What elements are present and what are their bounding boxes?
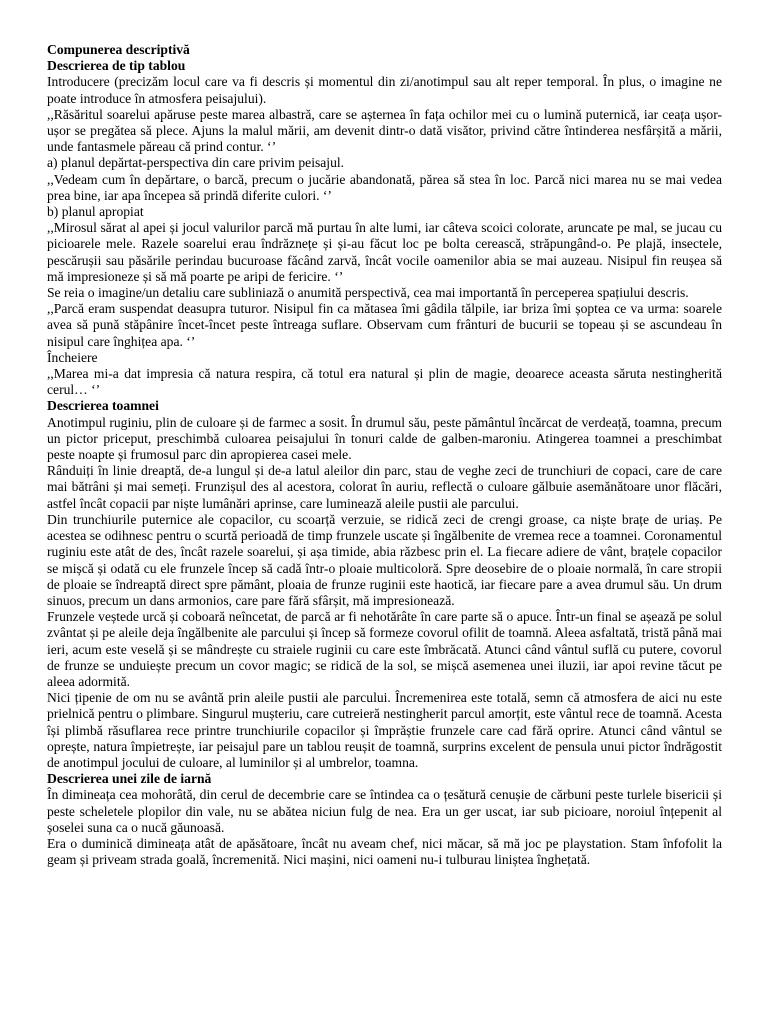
paragraph: ,,Parcă eram suspendat deasupra tuturor. Nisipul fin ca mătasea îmi gâdila tălpile, iar briza îmi șoptea ce va urma: soarele avea să pună stăpânire încet-încet peste întreaga suflare. Observam cum frânturi de bucurii se topeau și se ascundeau în nisipul care înghițea apa. ‘’ — [47, 301, 722, 349]
paragraph: ,,Marea mi-a dat impresia că natura respira, că totul era natural și plin de magie, deoarece aceasta săruta nestingherită cerul… ‘’ — [47, 366, 722, 398]
paragraph: Se reia o imagine/un detaliu care subliniază o anumită perspectivă, cea mai importantă în perceperea spațiului descris. — [47, 285, 689, 301]
paragraph: ,,Răsăritul soarelui apăruse peste marea albastră, care se așternea în fața ochilor mei cu o lumină puternică, iar ceața ușor-ușor se pregătea să plece. Ajuns la malul mării, am devenit dintr-o dată visător, privind către întinderea nesfârșită a mării, unde fantasmele păreau că prind contur. ‘’ — [47, 106, 722, 155]
paragraph: Nici țipenie de om nu se avântă prin aleile pustii ale parcului. Încremenirea este totală, semn că atmosfera de aici nu este prielnică pentru o plimbare. Singurul mușteriu, care cutreieră nestingherit parcul amorțit, este vântul rece de toamnă. Acesta își plimbă răsuflarea rece printre trunchiurile copacilor și împrăștie frunzele care cad fără oprire. Atunci când vântul se oprește, natura împietrește, iar peisajul pare un tablou reușit de toamnă, surprins excelent de pensula unui pictor îndrăgostit de anotimpul jocului de culoare, al luminilor și al umbrelor, toamna. — [47, 690, 722, 770]
paragraph: În dimineața cea mohorâtă, din cerul de decembrie care se întindea ca o țesătură cenușie de cărbuni peste turlele bisericii și peste scheletele plopilor din vale, nu se abătea niciun fulg de nea. Era un ger uscat, iar sub picioare, noroiul înțepenit al șoselei suna ca o nucă găunoasă. — [47, 787, 722, 835]
paragraph: Rânduiți în linie dreaptă, de-a lungul și de-a latul aleilor din parc, stau de veghe zeci de trunchiuri de copaci, care de care mai bătrâni și mai semeți. Frunzișul des al acestora, colorat în auriu, reflectă o culoare gălbuie asemănătoare unor flăcări, astfel încât copacii par niște lumânări aprinse, care luminează aleile pustii ale parcului. — [47, 463, 722, 511]
paragraph: Încheiere — [47, 349, 98, 365]
section-heading-tablou: Descrierea de tip tablou — [47, 58, 186, 74]
section-heading-toamna: Descrierea toamnei — [47, 398, 159, 414]
paragraph: Introducere (precizăm locul care va fi descris și momentul din zi/anotimpul sau alt reper temporal. În plus, o imagine ne poate introduce în atmosfera peisajului). — [47, 74, 722, 106]
paragraph: ,,Vedeam cum în depărtare, o barcă, precum o jucărie abandonată, părea să stea în loc. Parcă nici marea nu se mai vedea prea bine, iar apa începea să prindă diferite culori. ‘’ — [47, 171, 722, 203]
document-title: Compunerea descriptivă — [47, 42, 190, 57]
paragraph: Anotimpul ruginiu, plin de culoare și de farmec a sosit. În drumul său, peste pământul încărcat de verdeață, toamna, precum un pictor priceput, preschimbă culoarea peisajului în tonuri calde de galben-maroniu. Atingerea toamnei a preschimbat peste noapte și frumosul parc din apropierea casei mele. — [47, 414, 722, 463]
paragraph: ,,Mirosul sărat al apei și jocul valurilor parcă mă purtau în alte lumi, iar câteva scoici colorate, aruncate pe mal, se jucau cu picioarele mele. Razele soarelui erau îndrăznețe și și-au făcut loc pe bolta cerească, străpungând-o. Pe plajă, insectele, pescărușii sau păsările perindau bucuroase făcând zarvă, încât vocile oamenilor abia se mai auzeau. Nisipul fin reușea să mă impresioneze și să mă poarte pe aripi de fericire. ‘’ — [47, 220, 722, 284]
paragraph: b) planul apropiat — [47, 204, 144, 220]
paragraph: a) planul depărtat-perspectiva din care privim peisajul. — [47, 155, 345, 171]
paragraph: Frunzele veștede urcă și coboară neîncetat, de parcă ar fi nehotărâte în care parte să o apuce. Într-un final se așează pe solul zvântat și pe aleile deja îngălbenite ale parcului și încep să formeze covorul ofilit de toamnă. Aleea asfaltată, tristă până mai ieri, acum este veselă și se mândrește cu straiele ruginii cu care este îmbrăcată. Atunci când vântul suflă cu putere, covorul de frunze se unduiește precum un covor magic; se ridică de la sol, se mișcă asemenea unei iluzii, iar apoi revine tăcut pe aleea adormită. — [47, 609, 722, 689]
paragraph: Era o duminică dimineața atât de apăsătoare, încât nu aveam chef, nici măcar, să mă joc pe playstation. Stam înfofolit la geam și priveam strada goală, încremenită. Nici mașini, nici oameni nu-i tulburau liniștea înghețată. — [47, 835, 722, 868]
paragraph: Din trunchiurile puternice ale copacilor, cu scoarță verzuie, se ridică zeci de crengi groase, ca niște brațe de uriaș. Pe acestea se odihnesc pentru o scurtă perioadă de timp frunzele uscate și îngălbenite de vremea rece a toamnei. Coronamentul ruginiu este atât de des, încât razele soarelui, și așa timide, abia răzbesc prin el. La fiecare adiere de vânt, brațele copacilor se mișcă și odată cu ele frunzele încep să cadă într-o ploaie multicoloră. Spre deosebire de o ploaie normală, în care stropii de ploaie se îndreaptă direct spre pământ, ploaia de frunze ruginii este haotică, iar fiecare pare a avea drumul său. Un drum sinuos, precum un dans armonios, care pare fără sfârșit, mă impresionează. — [47, 511, 722, 608]
section-heading-iarna: Descrierea unei zile de iarnă — [47, 771, 212, 787]
